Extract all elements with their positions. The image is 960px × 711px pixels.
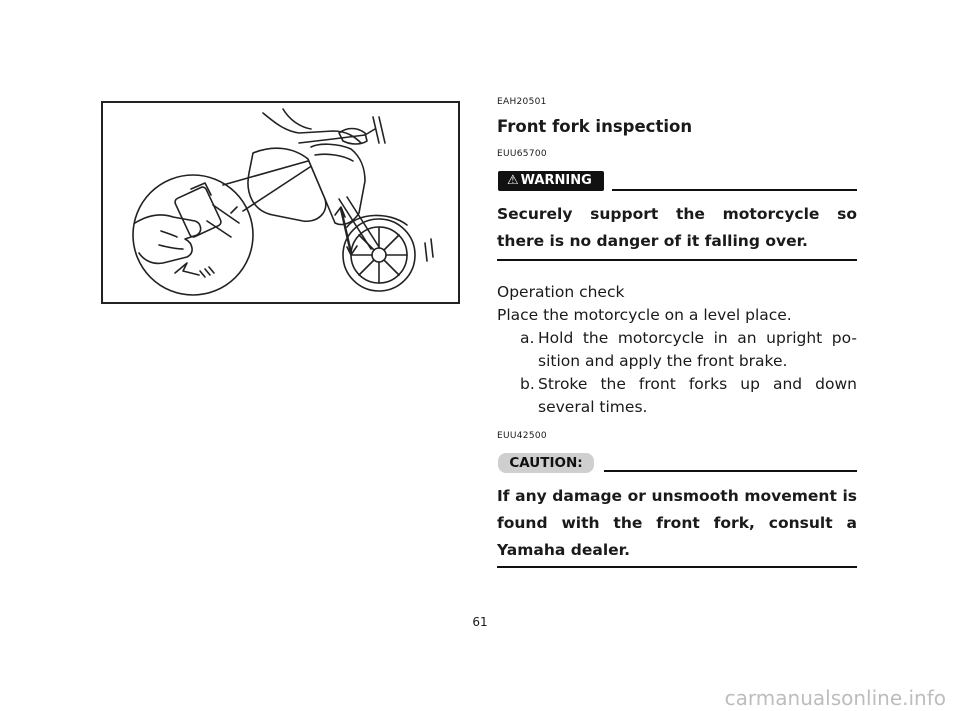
caution-badge: CAUTION: xyxy=(498,453,594,473)
step-text-line1: Hold the motorcycle in an upright po- xyxy=(538,329,857,347)
section-heading: Front fork inspection xyxy=(497,117,693,136)
operation-intro: Place the motorcycle on a level place. xyxy=(497,306,792,324)
step-label: a. xyxy=(520,329,535,347)
caution-rule-bottom xyxy=(497,566,857,568)
step-text-line2: several times. xyxy=(538,398,648,416)
warning-triangle-icon: ⚠ xyxy=(507,173,519,188)
step-b xyxy=(520,373,857,419)
front-fork-illustration xyxy=(101,101,460,304)
warning-rule-bottom xyxy=(497,259,857,261)
caution-code: EUU42500 xyxy=(497,431,547,441)
watermark: carmanualsonline.info xyxy=(724,686,946,710)
warning-badge xyxy=(498,171,604,191)
warning-rule-top xyxy=(612,189,857,191)
caution-rule-top xyxy=(604,470,857,472)
motorcycle-front-fork-icon xyxy=(103,103,458,302)
step-text-line1: Stroke the front forks up and down xyxy=(538,375,857,393)
step-text-line2: sition and apply the front brake. xyxy=(538,352,788,370)
warning-code: EUU65700 xyxy=(497,149,547,159)
caution-text: If any damage or unsmooth movement is found with the front fork, consult a Yamaha dealer. xyxy=(497,487,857,559)
section-code: EAH20501 xyxy=(497,97,547,107)
warning-text: Securely support the motorcycle so there is no danger of it falling over. xyxy=(497,205,857,250)
page-number: 61 xyxy=(472,615,488,629)
warning-label: WARNING xyxy=(520,173,592,188)
step-label: b. xyxy=(520,375,535,393)
operation-title: Operation check xyxy=(497,283,625,301)
step-a xyxy=(520,327,857,373)
